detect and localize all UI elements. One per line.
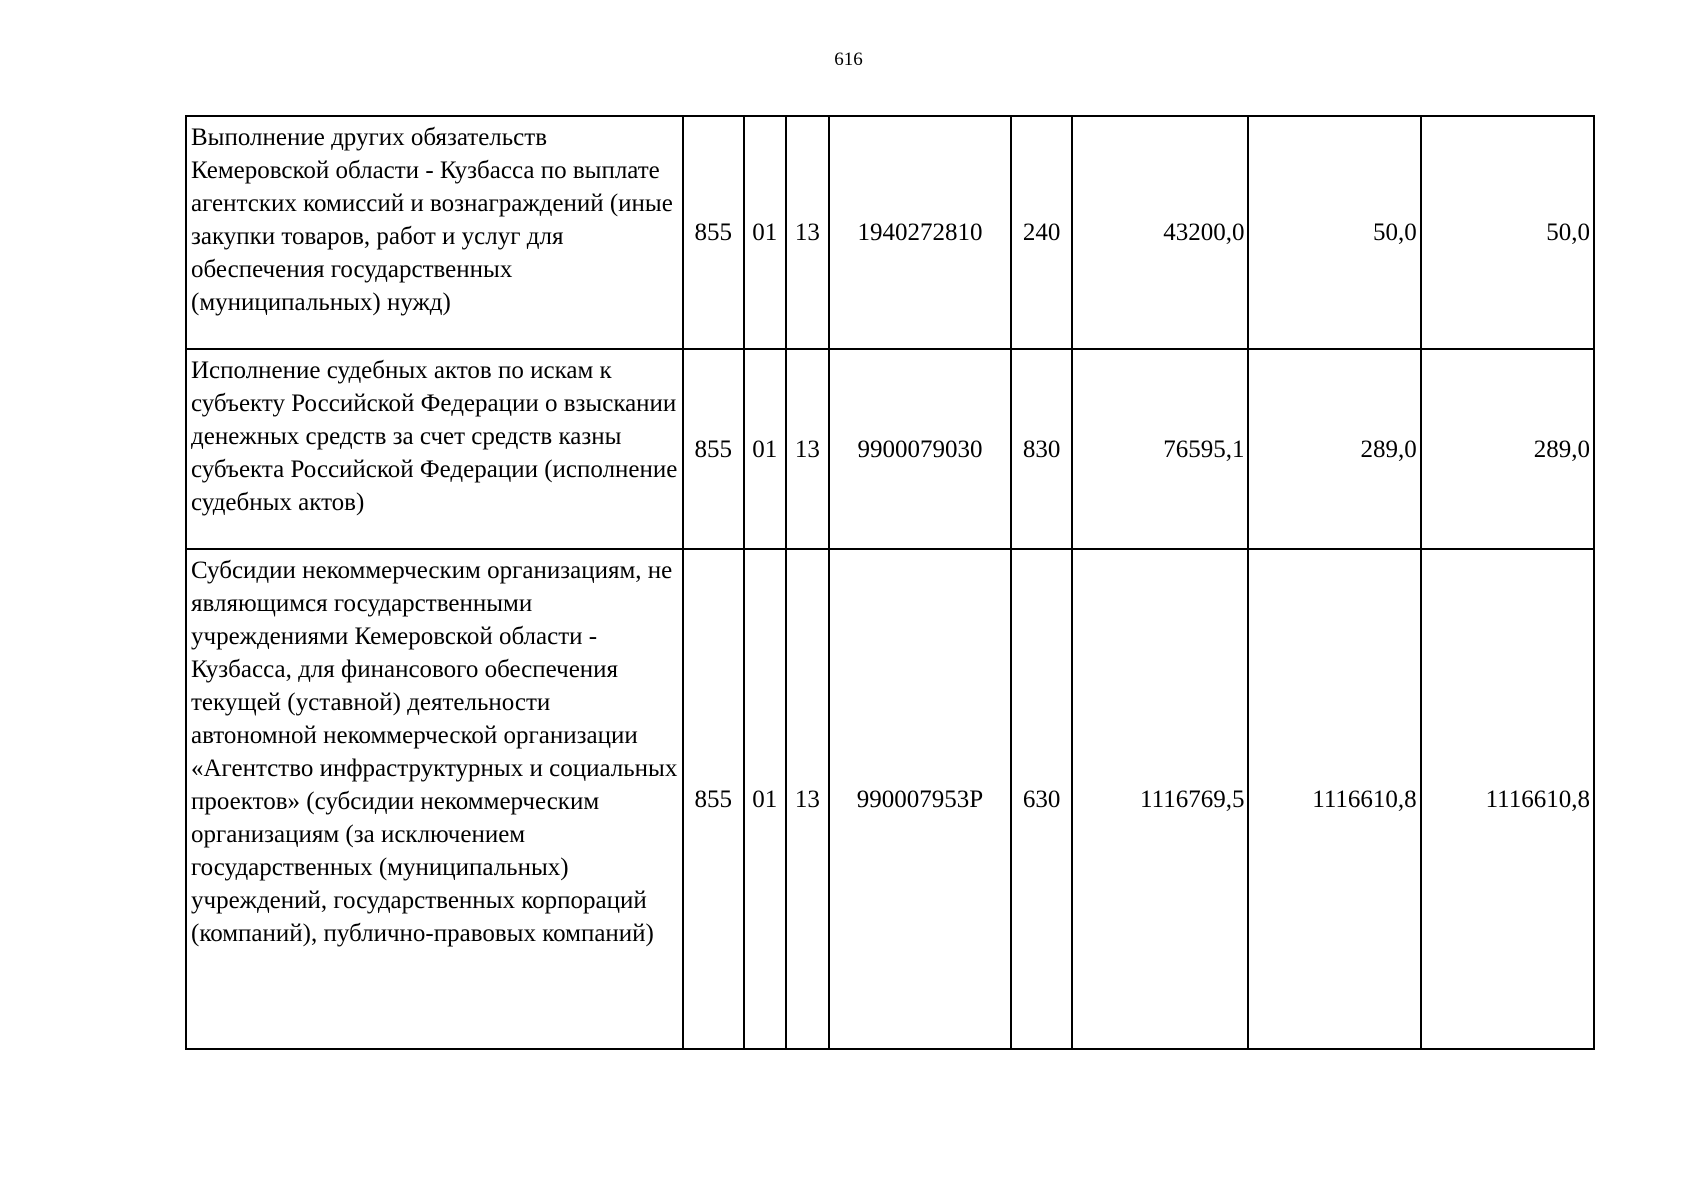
table-row xyxy=(186,349,1594,549)
target-article-code: 990007953P xyxy=(829,549,1011,1049)
expense-type-code: 630 xyxy=(1011,549,1072,1049)
amount-2: 289,0 xyxy=(1248,349,1420,549)
amount-3: 289,0 xyxy=(1421,349,1594,549)
expense-type-code: 240 xyxy=(1011,116,1072,349)
subsection-code: 13 xyxy=(786,549,829,1049)
row-description: Исполнение судебных актов по искам к субъекту Российской Федерации о взыскании денежных средств за счет средств казны субъекта Российской Федерации (исполнение судебных актов) xyxy=(186,349,683,549)
section-code: 01 xyxy=(744,116,786,349)
target-article-code: 9900079030 xyxy=(829,349,1011,549)
section-code: 01 xyxy=(744,549,786,1049)
target-article-code: 1940272810 xyxy=(829,116,1011,349)
row-description: Субсидии некоммерческим организациям, не являющимся государственными учреждениями Кемеровской области - Кузбасса, для финансового обеспечения текущей (уставной) деятельности автономной некоммерческой организации «Агентство инфраструктурных и социальных проектов» (субсидии некоммерческим организациям (за исключением государственных (муниципальных) учреждений, государственных корпораций (компаний), публично-правовых компаний) xyxy=(186,549,683,1049)
row-description: Выполнение других обязательств Кемеровской области - Кузбасса по выплате агентских комиссий и вознаграждений (иные закупки товаров, работ и услуг для обеспечения государственных (муниципальных) нужд) xyxy=(186,116,683,349)
table-row xyxy=(186,549,1594,1049)
ministry-code: 855 xyxy=(683,549,744,1049)
amount-1: 76595,1 xyxy=(1072,349,1248,549)
amount-3: 1116610,8 xyxy=(1421,549,1594,1049)
subsection-code: 13 xyxy=(786,116,829,349)
amount-2: 50,0 xyxy=(1248,116,1420,349)
subsection-code: 13 xyxy=(786,349,829,549)
amount-1: 1116769,5 xyxy=(1072,549,1248,1049)
ministry-code: 855 xyxy=(683,349,744,549)
page-number: 616 xyxy=(834,49,863,70)
budget-table xyxy=(185,115,1595,1050)
table-row xyxy=(186,116,1594,349)
ministry-code: 855 xyxy=(683,116,744,349)
section-code: 01 xyxy=(744,349,786,549)
amount-1: 43200,0 xyxy=(1072,116,1248,349)
expense-type-code: 830 xyxy=(1011,349,1072,549)
amount-2: 1116610,8 xyxy=(1248,549,1420,1049)
amount-3: 50,0 xyxy=(1421,116,1594,349)
